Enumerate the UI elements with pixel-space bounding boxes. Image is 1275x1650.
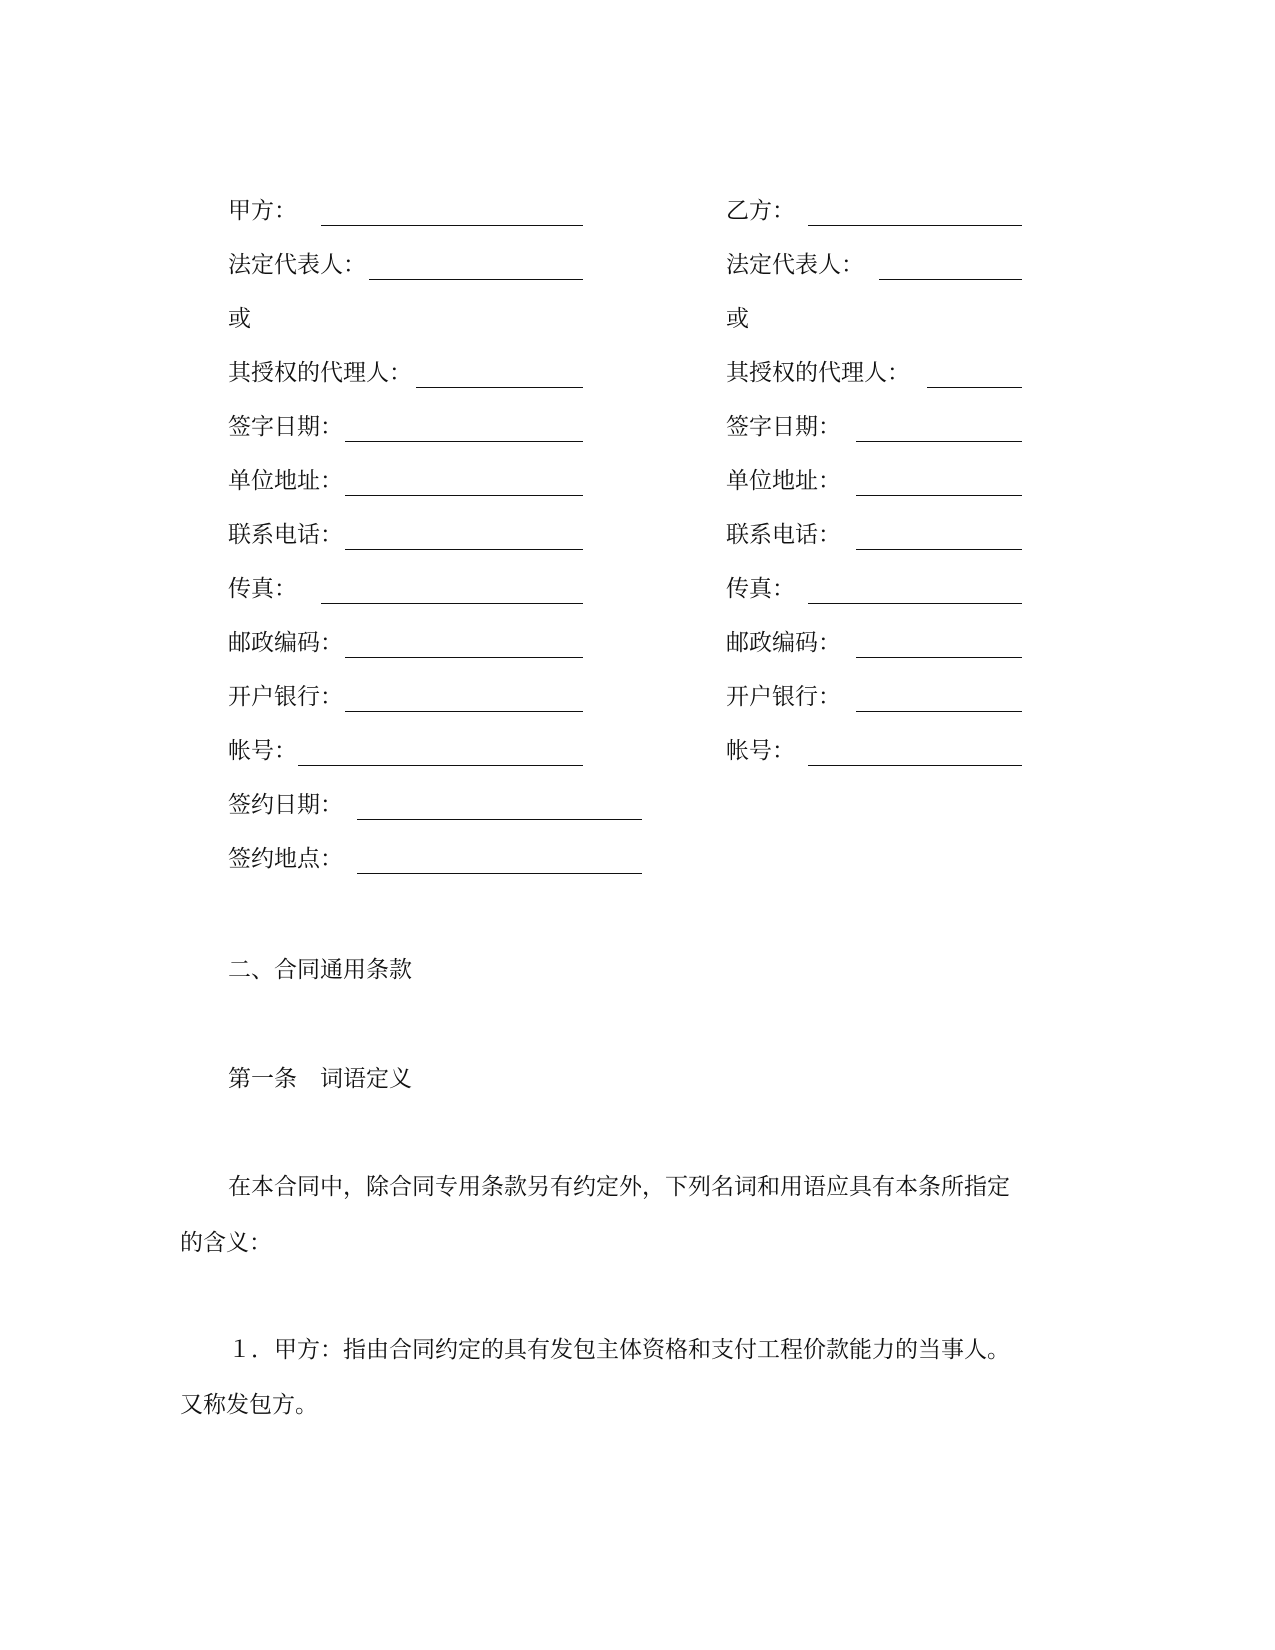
party-b-address-label: 单位地址： (726, 468, 841, 494)
party-b-bank-label: 开户银行： (726, 684, 841, 710)
party-b-name-row (726, 196, 1022, 226)
party-a-sign-date-label: 签字日期： (228, 414, 343, 440)
party-a-name-blank[interactable] (321, 203, 583, 226)
party-a-phone-label: 联系电话： (228, 522, 343, 548)
party-b-bank-row (726, 682, 1022, 712)
party-a-account-row (228, 736, 583, 766)
signing-place-blank[interactable] (357, 851, 642, 874)
party-b-account-label: 帐号： (726, 738, 795, 764)
intro-paragraph-line-1: 在本合同中，除合同专用条款另有约定外，下列名词和用语应具有本条所指定 (228, 1174, 1010, 1200)
signing-date-blank[interactable] (357, 797, 642, 820)
party-a-name-label: 甲方： (228, 198, 297, 224)
party-a-agent-blank[interactable] (416, 365, 583, 388)
party-a-name-row (228, 196, 583, 226)
party-b-name-label: 乙方： (726, 198, 795, 224)
party-a-sign-date-row (228, 412, 583, 442)
party-a-sign-date-blank[interactable] (345, 419, 583, 442)
party-b-postcode-label: 邮政编码： (726, 630, 841, 656)
party-b-agent-label: 其授权的代理人： (726, 360, 910, 386)
party-a-bank-row (228, 682, 583, 712)
party-b-rep-blank[interactable] (879, 257, 1022, 280)
party-a-postcode-blank[interactable] (345, 635, 583, 658)
party-b-phone-blank[interactable] (856, 527, 1022, 550)
party-b-sign-date-label: 签字日期： (726, 414, 841, 440)
party-b-fax-blank[interactable] (808, 581, 1022, 604)
article-title: 第一条 词语定义 (228, 1066, 412, 1092)
party-a-address-row (228, 466, 583, 496)
party-a-fax-label: 传真： (228, 576, 297, 602)
party-b-agent-row (726, 358, 1022, 388)
party-b-rep-label: 法定代表人： (726, 252, 864, 278)
party-a-postcode-label: 邮政编码： (228, 630, 343, 656)
party-b-account-blank[interactable] (808, 743, 1022, 766)
party-a-or-label: 或 (228, 306, 251, 332)
party-b-name-blank[interactable] (808, 203, 1022, 226)
party-b-address-row (726, 466, 1022, 496)
party-b-phone-row (726, 520, 1022, 550)
party-b-postcode-row (726, 628, 1022, 658)
party-b-sign-date-row (726, 412, 1022, 442)
party-a-bank-blank[interactable] (345, 689, 583, 712)
party-a-rep-label: 法定代表人： (228, 252, 366, 278)
signing-place-label: 签约地点： (228, 846, 343, 872)
definition-item-1-line-2: 又称发包方。 (180, 1392, 318, 1418)
definition-item-1-line-1: １．甲方：指由合同约定的具有发包主体资格和支付工程价款能力的当事人。 (228, 1337, 1010, 1363)
party-b-agent-blank[interactable] (927, 365, 1022, 388)
party-a-address-label: 单位地址： (228, 468, 343, 494)
party-b-rep-row (726, 250, 1022, 280)
party-b-account-row (726, 736, 1022, 766)
party-b-bank-blank[interactable] (856, 689, 1022, 712)
party-b-fax-row (726, 574, 1022, 604)
party-b-sign-date-blank[interactable] (856, 419, 1022, 442)
party-b-phone-label: 联系电话： (726, 522, 841, 548)
party-b-fax-label: 传真： (726, 576, 795, 602)
signing-date-row (228, 790, 642, 820)
party-a-fax-blank[interactable] (321, 581, 583, 604)
section-title: 二、合同通用条款 (228, 957, 412, 983)
intro-paragraph-line-2: 的含义： (180, 1230, 272, 1256)
party-a-account-label: 帐号： (228, 738, 297, 764)
party-a-agent-label: 其授权的代理人： (228, 360, 412, 386)
party-b-or-label: 或 (726, 306, 749, 332)
party-a-bank-label: 开户银行： (228, 684, 343, 710)
party-b-postcode-blank[interactable] (856, 635, 1022, 658)
party-a-postcode-row (228, 628, 583, 658)
party-a-phone-row (228, 520, 583, 550)
party-a-account-blank[interactable] (298, 743, 583, 766)
party-a-agent-row (228, 358, 583, 388)
party-b-address-blank[interactable] (856, 473, 1022, 496)
party-a-rep-row (228, 250, 583, 280)
party-a-rep-blank[interactable] (369, 257, 583, 280)
party-a-address-blank[interactable] (345, 473, 583, 496)
party-a-fax-row (228, 574, 583, 604)
party-a-phone-blank[interactable] (345, 527, 583, 550)
signing-place-row (228, 844, 642, 874)
signing-date-label: 签约日期： (228, 792, 343, 818)
